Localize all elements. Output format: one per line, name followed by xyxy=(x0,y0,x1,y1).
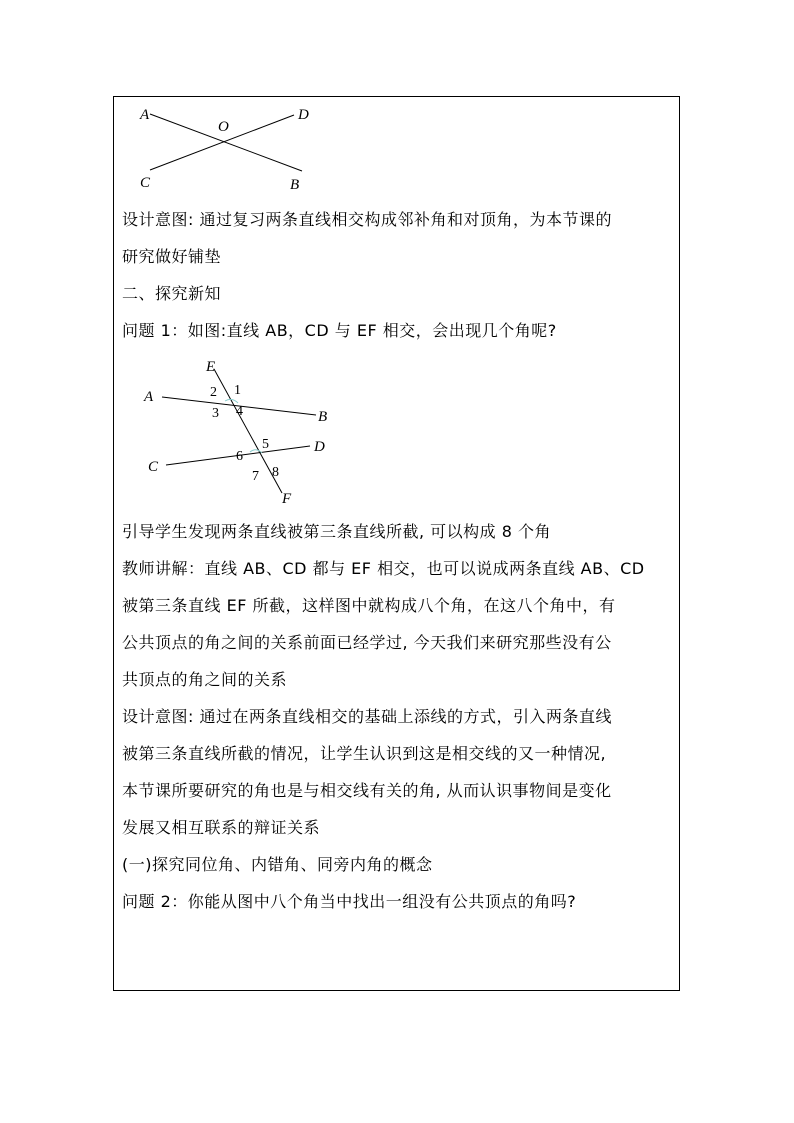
design-intent-2-line4: 发展又相互联系的辩证关系 xyxy=(122,818,321,837)
angle-label-4: 4 xyxy=(236,404,243,419)
design-intent-2-line2: 被第三条直线所截的情况，让学生认识到这是相交线的又一种情况, xyxy=(122,744,607,763)
document-table-cell xyxy=(113,96,680,991)
angle-label-2: 2 xyxy=(210,385,217,400)
question-1: 问题 1：如图:直线 AB，CD 与 EF 相交，会出现几个角呢? xyxy=(122,321,557,340)
teacher-explain-line4: 共顶点的角之间的关系 xyxy=(122,670,288,689)
angle-label-8: 8 xyxy=(272,465,279,480)
label-d: D xyxy=(314,439,325,455)
figure-intersecting-lines xyxy=(122,97,322,201)
teacher-explain-line2: 被第三条直线 EF 所截，这样图中就构成八个角，在这八个角中，有 xyxy=(122,596,616,615)
angle-label-6: 6 xyxy=(236,449,243,464)
label-d: D xyxy=(298,107,309,123)
document-content xyxy=(122,97,682,920)
section-title-explore: 二、探究新知 xyxy=(122,284,222,303)
design-intent-2-line3: 本节课所要研究的角也是与相交线有关的角, 从而认识事物间是变化 xyxy=(122,781,612,800)
angle-label-5: 5 xyxy=(262,437,269,452)
angle-label-1: 1 xyxy=(234,383,241,398)
label-o: O xyxy=(218,119,229,135)
teacher-explain-line1: 教师讲解：直线 AB、CD 都与 EF 相交，也可以说成两条直线 AB、CD xyxy=(122,559,645,578)
angle-label-7: 7 xyxy=(252,469,259,484)
design-intent-1-line2: 研究做好铺垫 xyxy=(122,247,222,266)
label-c: C xyxy=(148,459,159,475)
design-intent-1-line1: 设计意图: 通过复习两条直线相交构成邻补角和对顶角，为本节课的 xyxy=(122,210,612,229)
design-intent-2-line1: 设计意图: 通过在两条直线相交的基础上添线的方式，引入两条直线 xyxy=(122,707,612,726)
figure-transversal xyxy=(122,349,342,513)
subsection-title: (一)探究同位角、内错角、同旁内角的概念 xyxy=(122,855,433,874)
question-2: 问题 2：你能从图中八个角当中找出一组没有公共顶点的角吗? xyxy=(122,892,577,911)
label-c: C xyxy=(140,175,151,191)
label-f: F xyxy=(282,491,292,507)
label-b: B xyxy=(318,409,328,425)
angle-label-3: 3 xyxy=(212,406,219,421)
label-e: E xyxy=(206,359,216,375)
label-a: A xyxy=(140,107,150,123)
teacher-explain-line3: 公共顶点的角之间的关系前面已经学过, 今天我们来研究那些没有公 xyxy=(122,633,612,652)
guide-text: 引导学生发现两条直线被第三条直线所截, 可以构成 8 个角 xyxy=(122,522,552,541)
label-a: A xyxy=(144,389,154,405)
label-b: B xyxy=(290,177,300,193)
